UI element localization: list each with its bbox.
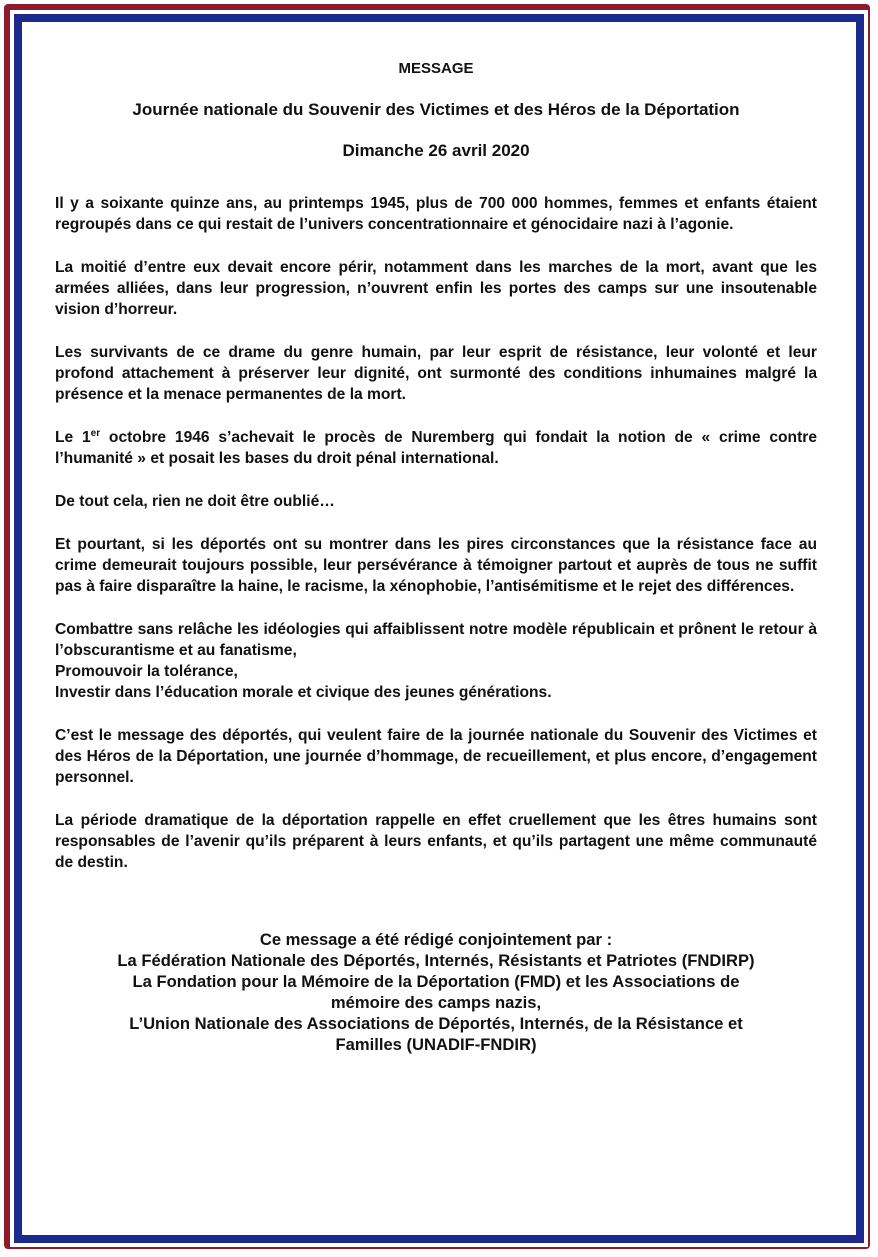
paragraph-1: Il y a soixante quinze ans, au printemps 1945, plus de 700 000 hommes, femmes et enfants étaient regroupés dans ce qui restait de l’univers concentrationnaire et génocidaire nazi à l’agonie. bbox=[55, 195, 817, 233]
message-kicker: MESSAGE bbox=[398, 60, 474, 77]
paragraph-7-line-combat: Combattre sans relâche les idéologies qui affaiblissent notre modèle républicain et prônent le retour à l’obscurantisme et au fanatisme, bbox=[55, 621, 817, 659]
paragraph-7 bbox=[55, 619, 817, 703]
ordinal-superscript: er bbox=[90, 427, 101, 439]
credits-line-fmd: La Fondation pour la Mémoire de la Déportation (FMD) et les Associations de bbox=[132, 972, 740, 991]
message-document bbox=[55, 58, 817, 1055]
credits-line-unadif: L’Union Nationale des Associations de Déportés, Internés, de la Résistance et bbox=[129, 1014, 743, 1033]
paragraph-4-rest: octobre 1946 s’achevait le procès de Nuremberg qui fondait la notion de « crime contre l’humanité » et posait les bases du droit pénal international. bbox=[55, 429, 818, 467]
paragraph-7-line-tolerance: Promouvoir la tolérance, bbox=[55, 663, 238, 680]
credits-line-camps: mémoire des camps nazis, bbox=[330, 993, 542, 1012]
credits-line-familles: Familles (UNADIF-FNDIR) bbox=[335, 1035, 537, 1054]
paragraph-5: De tout cela, rien ne doit être oublié… bbox=[55, 493, 335, 510]
paragraph-9: La période dramatique de la déportation rappelle en effet cruellement que les êtres humains sont responsables de l’avenir qu’ils préparent à leurs enfants, et qu’ils partagent une même communauté de destin. bbox=[55, 812, 817, 871]
credits-intro: Ce message a été rédigé conjointement par : bbox=[259, 930, 613, 949]
paragraph-7-line-education: Investir dans l’éducation morale et civique des jeunes générations. bbox=[55, 684, 552, 701]
credits-block bbox=[55, 929, 817, 1055]
paragraph-6: Et pourtant, si les déportés ont su montrer dans les pires circonstances que la résistance face au crime demeurait toujours possible, leur persévérance à témoigner partout et auprès de tous ne suffit pas à faire disparaître la haine, le racisme, la xénophobie, l’antisémitisme et le rejet des différences. bbox=[55, 536, 817, 595]
paragraph-8: C’est le message des déportés, qui veulent faire de la journée nationale du Souvenir des Victimes et des Héros de la Déportation, une journée d’hommage, de recueillement, et plus encore, d’engagement personnel. bbox=[55, 727, 817, 786]
document-body bbox=[55, 193, 817, 873]
document-title: Journée nationale du Souvenir des Victimes et des Héros de la Déportation bbox=[132, 100, 740, 119]
document-header bbox=[55, 58, 817, 161]
document-date: Dimanche 26 avril 2020 bbox=[342, 141, 530, 160]
paragraph-2: La moitié d’entre eux devait encore périr, notamment dans les marches de la mort, avant que les armées alliées, dans leur progression, n’ouvrent enfin les portes des camps sur une insoutenable vision d’horreur. bbox=[55, 259, 817, 318]
paragraph-4 bbox=[55, 427, 817, 469]
paragraph-4-start: Le 1 bbox=[55, 429, 91, 446]
paragraph-3: Les survivants de ce drame du genre humain, par leur esprit de résistance, leur volonté et leur profond attachement à préserver leur dignité, ont surmonté des conditions inhumaines malgré la présence et la menace permanentes de la mort. bbox=[55, 344, 817, 403]
credits-line-fndirp: La Fédération Nationale des Déportés, Internés, Résistants et Patriotes (FNDIRP) bbox=[117, 951, 755, 970]
